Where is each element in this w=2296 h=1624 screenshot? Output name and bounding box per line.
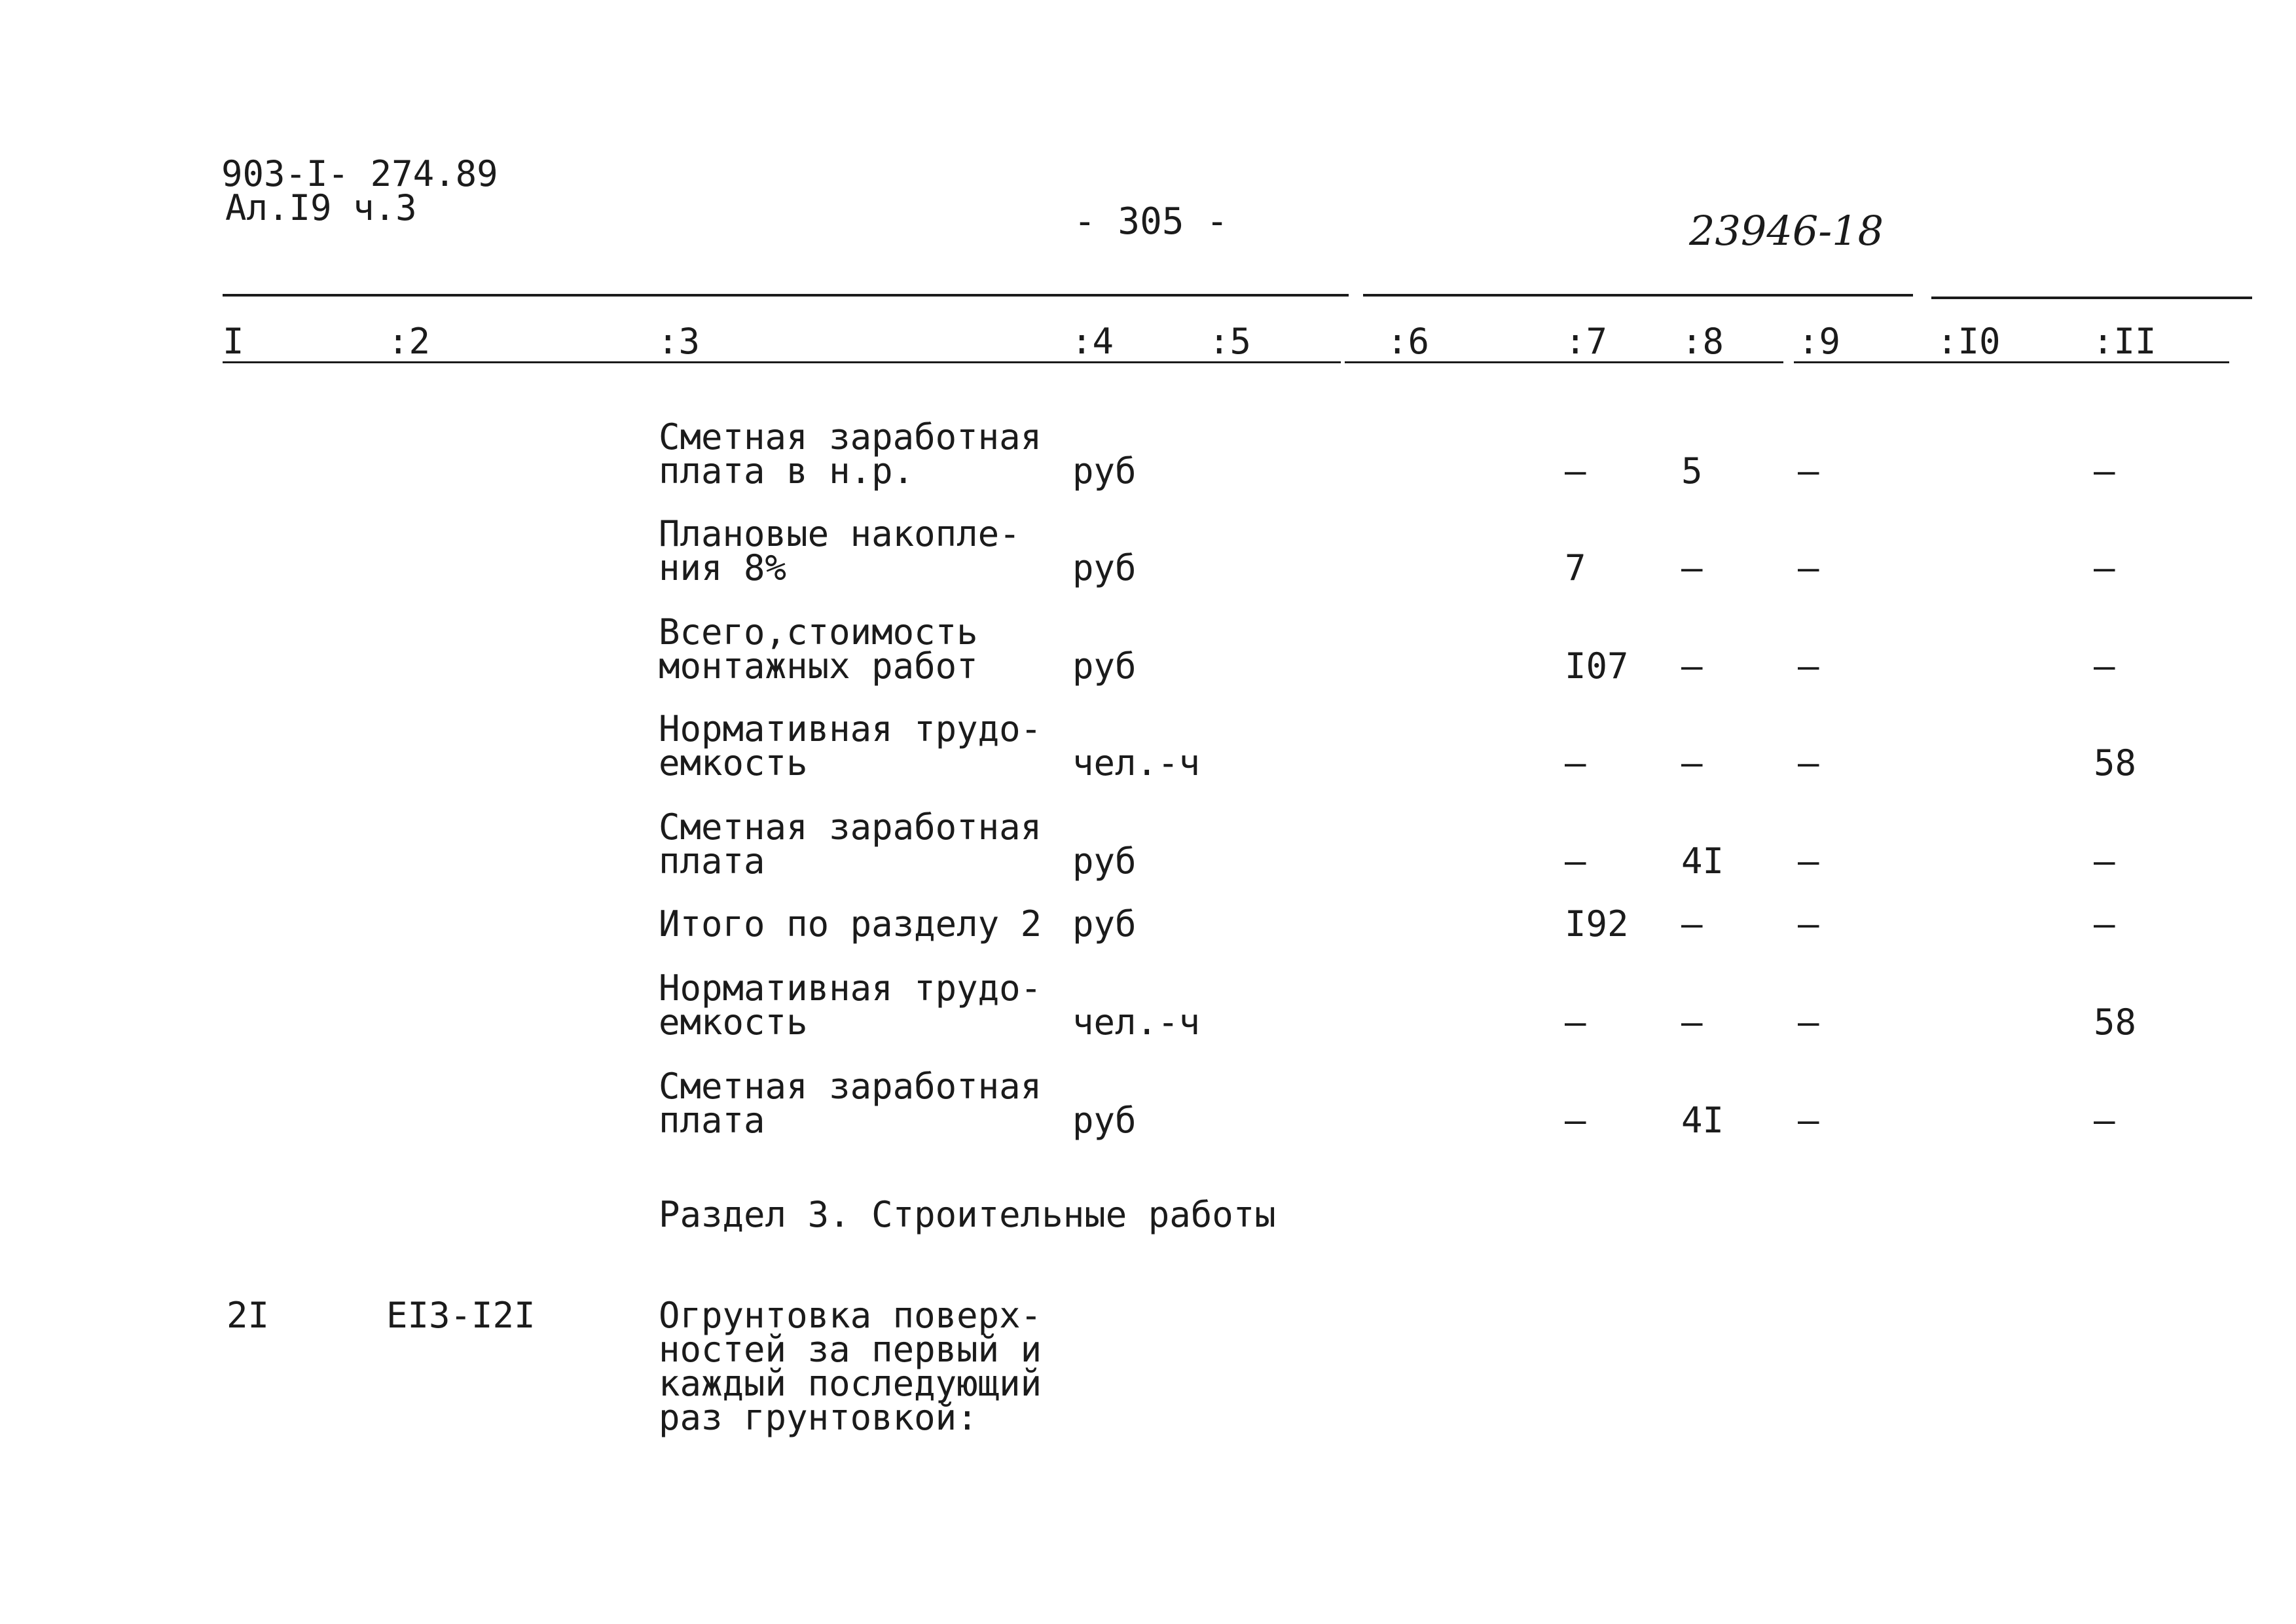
row-3-col-11: – bbox=[2094, 645, 2115, 687]
row-4-col-7: – bbox=[1565, 742, 1586, 784]
row-2-unit: руб bbox=[1072, 547, 1137, 588]
row-1-col-11: – bbox=[2094, 450, 2115, 492]
item-description-line-1: Огрунтовка поверх- bbox=[659, 1295, 1042, 1336]
column-number-6: :6 bbox=[1387, 321, 1430, 362]
item-description-line-4: раз грунтовкой: bbox=[659, 1397, 978, 1438]
document-number: 23946-18 bbox=[1689, 207, 1884, 255]
row-8-unit: руб bbox=[1072, 1100, 1137, 1141]
row-5-col-7: – bbox=[1565, 840, 1586, 882]
column-rule-middle bbox=[1345, 361, 1783, 363]
row-8-col-7: – bbox=[1565, 1100, 1586, 1141]
row-7-col-9: – bbox=[1798, 1001, 1819, 1043]
row-2-col-8: – bbox=[1681, 547, 1703, 588]
row-5-description-line-2: плата bbox=[659, 840, 765, 882]
row-4-col-9: – bbox=[1798, 742, 1819, 784]
row-3-description-line-2: монтажных работ bbox=[659, 645, 978, 687]
row-8-description-line-2: плата bbox=[659, 1100, 765, 1141]
row-6-col-11: – bbox=[2094, 903, 2115, 945]
row-1-col-7: – bbox=[1565, 450, 1586, 492]
row-2-col-7: 7 bbox=[1565, 547, 1586, 588]
row-7-description-line-2: емкость bbox=[659, 1001, 808, 1043]
row-1-description-line-1: Сметная заработная bbox=[659, 416, 1042, 458]
row-2-col-9: – bbox=[1798, 547, 1819, 588]
column-number-3: :3 bbox=[657, 321, 701, 362]
page-number: - 305 - bbox=[1074, 200, 1229, 243]
column-number-1: I bbox=[223, 321, 244, 362]
row-5-col-11: – bbox=[2094, 840, 2115, 882]
row-4-col-8: – bbox=[1681, 742, 1703, 784]
row-3-col-8: – bbox=[1681, 645, 1703, 687]
row-6-col-9: – bbox=[1798, 903, 1819, 945]
row-3-description-line-1: Всего,стоимость bbox=[659, 611, 978, 653]
row-2-description-line-2: ния 8% bbox=[659, 547, 787, 588]
row-1-col-8: 5 bbox=[1681, 450, 1703, 492]
row-7-col-8: – bbox=[1681, 1001, 1703, 1043]
item-description-line-2: ностей за первый и bbox=[659, 1329, 1042, 1370]
row-7-description-line-1: Нормативная трудо- bbox=[659, 967, 1042, 1009]
row-6-col-8: – bbox=[1681, 903, 1703, 945]
row-1-col-9: – bbox=[1798, 450, 1819, 492]
sheet-reference: Ал.I9 ч.3 bbox=[225, 187, 417, 228]
row-6-col-7: I92 bbox=[1565, 903, 1629, 945]
row-2-description-line-1: Плановые накопле- bbox=[659, 513, 1021, 554]
row-3-col-9: – bbox=[1798, 645, 1819, 687]
row-5-col-8: 4I bbox=[1681, 840, 1724, 882]
top-rule-right bbox=[1931, 297, 2252, 299]
row-3-unit: руб bbox=[1072, 645, 1137, 687]
row-3-col-7: I07 bbox=[1565, 645, 1629, 687]
row-5-col-9: – bbox=[1798, 840, 1819, 882]
section-title: Раздел 3. Строительные работы bbox=[659, 1194, 1276, 1235]
column-rule-right bbox=[1794, 361, 2229, 363]
column-rule-left bbox=[223, 361, 1341, 363]
row-2-col-11: – bbox=[2094, 547, 2115, 588]
column-number-8: :8 bbox=[1681, 321, 1724, 362]
row-7-col-11: 58 bbox=[2094, 1001, 2137, 1043]
row-4-col-11: 58 bbox=[2094, 742, 2137, 784]
row-4-unit: чел.-ч bbox=[1072, 742, 1201, 784]
top-rule-middle bbox=[1363, 294, 1913, 297]
row-1-description-line-2: плата в н.р. bbox=[659, 450, 915, 492]
row-4-description-line-1: Нормативная трудо- bbox=[659, 708, 1042, 749]
column-number-4: :4 bbox=[1071, 321, 1114, 362]
item-number: 2I bbox=[227, 1295, 270, 1336]
document-code: 903-I- 274.89 bbox=[221, 153, 498, 194]
row-6-description-line-1: Итого по разделу 2 bbox=[659, 903, 1042, 945]
column-number-11: :II bbox=[2092, 321, 2157, 362]
row-7-unit: чел.-ч bbox=[1072, 1001, 1201, 1043]
row-8-description-line-1: Сметная заработная bbox=[659, 1066, 1042, 1107]
column-number-10: :I0 bbox=[1937, 321, 2001, 362]
row-8-col-9: – bbox=[1798, 1100, 1819, 1141]
row-8-col-11: – bbox=[2094, 1100, 2115, 1141]
row-7-col-7: – bbox=[1565, 1001, 1586, 1043]
row-5-unit: руб bbox=[1072, 840, 1137, 882]
row-6-unit: руб bbox=[1072, 903, 1137, 945]
column-number-2: :2 bbox=[388, 321, 431, 362]
column-number-7: :7 bbox=[1565, 321, 1608, 362]
row-4-description-line-2: емкость bbox=[659, 742, 808, 784]
column-number-5: :5 bbox=[1209, 321, 1252, 362]
row-1-unit: руб bbox=[1072, 450, 1137, 492]
column-number-9: :9 bbox=[1798, 321, 1841, 362]
item-description-line-3: каждый последующий bbox=[659, 1363, 1042, 1404]
top-rule-left bbox=[223, 294, 1349, 297]
row-8-col-8: 4I bbox=[1681, 1100, 1724, 1141]
row-5-description-line-1: Сметная заработная bbox=[659, 806, 1042, 848]
item-code: ЕI3-I2I bbox=[386, 1295, 536, 1336]
